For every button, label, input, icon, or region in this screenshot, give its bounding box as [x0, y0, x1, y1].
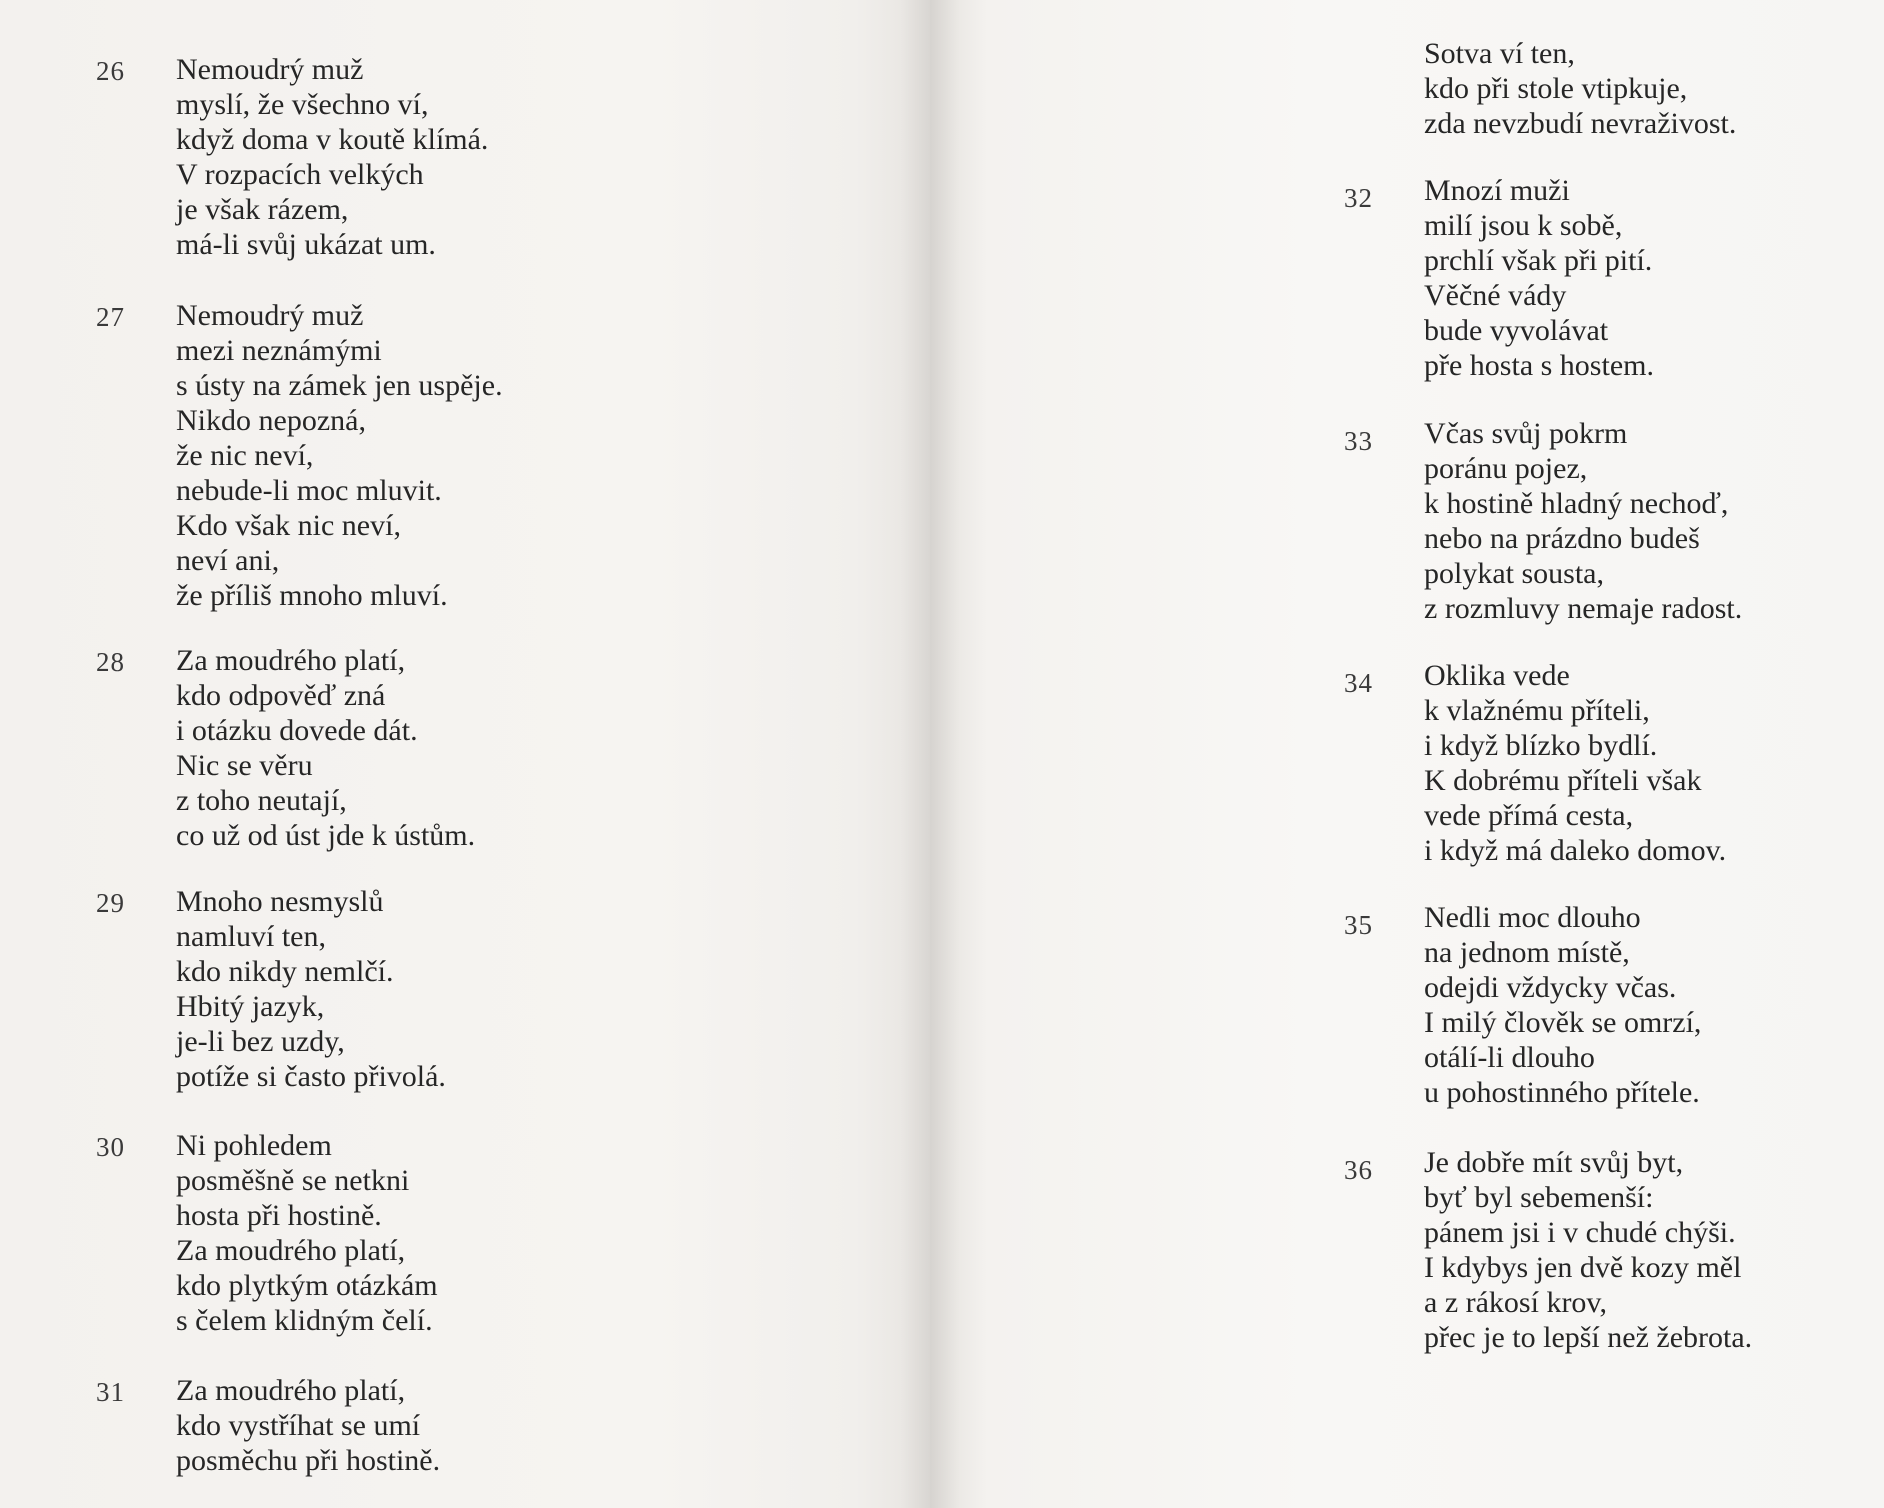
- verse-line: má-li svůj ukázat um.: [176, 228, 436, 261]
- stanza-lines: [176, 1128, 438, 1338]
- verse-line: pánem jsi i v chudé chýši.: [1424, 1216, 1736, 1249]
- stanza-lines: [1424, 416, 1742, 626]
- verse-line: neví ani,: [176, 544, 280, 577]
- verse-line: i otázku dovede dát.: [176, 714, 418, 747]
- verse-line: Sotva ví ten,: [1424, 37, 1575, 70]
- verse-line: Ni pohledem: [176, 1129, 332, 1162]
- stanza-number: 30: [96, 1132, 125, 1162]
- stanza-number: 33: [1344, 426, 1373, 456]
- verse-line: Nedli moc dlouho: [1424, 901, 1641, 934]
- left-page: [0, 0, 930, 1508]
- verse-line: V rozpacích velkých: [176, 158, 424, 191]
- verse-line: Za moudrého platí,: [176, 1234, 406, 1267]
- stanza-lines: [1424, 173, 1654, 383]
- verse-line: z rozmluvy nemaje radost.: [1424, 592, 1743, 625]
- verse-line: u pohostinného přítele.: [1424, 1076, 1700, 1109]
- verse-line: kdo nikdy nemlčí.: [176, 955, 394, 988]
- verse-line: I milý člověk se omrzí,: [1424, 1006, 1702, 1039]
- verse-line: Za moudrého platí,: [176, 1374, 406, 1407]
- verse-line: Nemoudrý muž: [176, 53, 364, 86]
- verse-line: Nic se věru: [176, 749, 313, 782]
- verse-line: i když blízko bydlí.: [1424, 729, 1658, 762]
- verse-line: přec je to lepší než žebrota.: [1424, 1321, 1753, 1354]
- verse-line: pře hosta s hostem.: [1424, 349, 1654, 382]
- verse-line: otálí-li dlouho: [1424, 1041, 1595, 1074]
- verse-line: k vlažnému příteli,: [1424, 694, 1650, 727]
- stanza-lines: [176, 643, 475, 853]
- verse-line: posměšně se netkni: [176, 1164, 410, 1197]
- verse-line: Věčné vády: [1424, 279, 1567, 312]
- verse-line: kdo plytkým otázkám: [176, 1269, 438, 1302]
- stanza-number: 29: [96, 888, 125, 918]
- verse-line: co už od úst jde k ústům.: [176, 819, 476, 852]
- right-page: [930, 0, 1884, 1508]
- verse-line: mezi neznámými: [176, 334, 382, 367]
- stanza-number: 36: [1344, 1155, 1373, 1185]
- stanza-number: 35: [1344, 910, 1373, 940]
- stanza-lines: [176, 884, 446, 1094]
- verse-line: Oklika vede: [1424, 659, 1570, 692]
- verse-line: kdo odpověď zná: [176, 679, 386, 712]
- verse-line: Nikdo nepozná,: [176, 404, 366, 437]
- verse-line: s ústy na zámek jen uspěje.: [176, 369, 503, 402]
- verse-line: posměchu při hostině.: [176, 1444, 441, 1477]
- verse-line: hosta při hostině.: [176, 1199, 382, 1232]
- stanza-number: 34: [1344, 668, 1373, 698]
- verse-line: polykat sousta,: [1424, 557, 1604, 590]
- verse-line: Mnoho nesmyslů: [176, 885, 384, 918]
- verse-line: K dobrému příteli však: [1424, 764, 1702, 797]
- verse-line: že nic neví,: [176, 439, 314, 472]
- verse-line: s čelem klidným čelí.: [176, 1304, 433, 1337]
- verse-line: I kdybys jen dvě kozy měl: [1424, 1251, 1742, 1284]
- verse-line: kdo vystříhat se umí: [176, 1409, 421, 1442]
- verse-line: prchlí však při pití.: [1424, 244, 1653, 277]
- verse-line: poránu pojez,: [1424, 452, 1588, 485]
- verse-line: a z rákosí krov,: [1424, 1286, 1607, 1319]
- stanza-number: 26: [96, 56, 125, 86]
- stanza-number: 28: [96, 647, 125, 677]
- verse-line: z toho neutají,: [176, 784, 347, 817]
- verse-line: zda nevzbudí nevraživost.: [1424, 107, 1737, 140]
- verse-line: když doma v koutě klímá.: [176, 123, 489, 156]
- book-gutter-shadow: [900, 0, 960, 1508]
- verse-line: vede přímá cesta,: [1424, 799, 1634, 832]
- verse-line: Včas svůj pokrm: [1424, 417, 1628, 450]
- verse-line: na jednom místě,: [1424, 936, 1630, 969]
- stanza-lines: [176, 1373, 440, 1478]
- stanza-lines: [1424, 36, 1736, 141]
- stanza-number: 27: [96, 302, 125, 332]
- verse-line: Za moudrého platí,: [176, 644, 406, 677]
- verse-line: Kdo však nic neví,: [176, 509, 401, 542]
- stanza-lines: [1424, 900, 1701, 1110]
- stanza-number: 32: [1344, 183, 1373, 213]
- stanza-lines: [176, 52, 488, 262]
- verse-line: bude vyvolávat: [1424, 314, 1609, 347]
- verse-line: kdo při stole vtipkuje,: [1424, 72, 1688, 105]
- verse-line: nebo na prázdno budeš: [1424, 522, 1700, 555]
- stanza-lines: [1424, 1145, 1752, 1355]
- verse-line: že příliš mnoho mluví.: [176, 579, 448, 612]
- verse-line: je-li bez uzdy,: [176, 1025, 345, 1058]
- verse-line: byť byl sebemenší:: [1424, 1181, 1654, 1214]
- verse-line: milí jsou k sobě,: [1424, 209, 1623, 242]
- verse-line: je však rázem,: [176, 193, 349, 226]
- verse-line: namluví ten,: [176, 920, 326, 953]
- verse-line: odejdi vždycky včas.: [1424, 971, 1677, 1004]
- verse-line: myslí, že všechno ví,: [176, 88, 429, 121]
- stanza-lines: [1424, 658, 1726, 868]
- stanza-number: 31: [96, 1377, 125, 1407]
- verse-line: Mnozí muži: [1424, 174, 1570, 207]
- verse-line: i když má daleko domov.: [1424, 834, 1727, 867]
- verse-line: potíže si často přivolá.: [176, 1060, 446, 1093]
- verse-line: Hbitý jazyk,: [176, 990, 325, 1023]
- stanza-lines: [176, 298, 503, 613]
- verse-line: k hostině hladný nechoď,: [1424, 487, 1729, 520]
- verse-line: Je dobře mít svůj byt,: [1424, 1146, 1684, 1179]
- verse-line: Nemoudrý muž: [176, 299, 364, 332]
- verse-line: nebude-li moc mluvit.: [176, 474, 442, 507]
